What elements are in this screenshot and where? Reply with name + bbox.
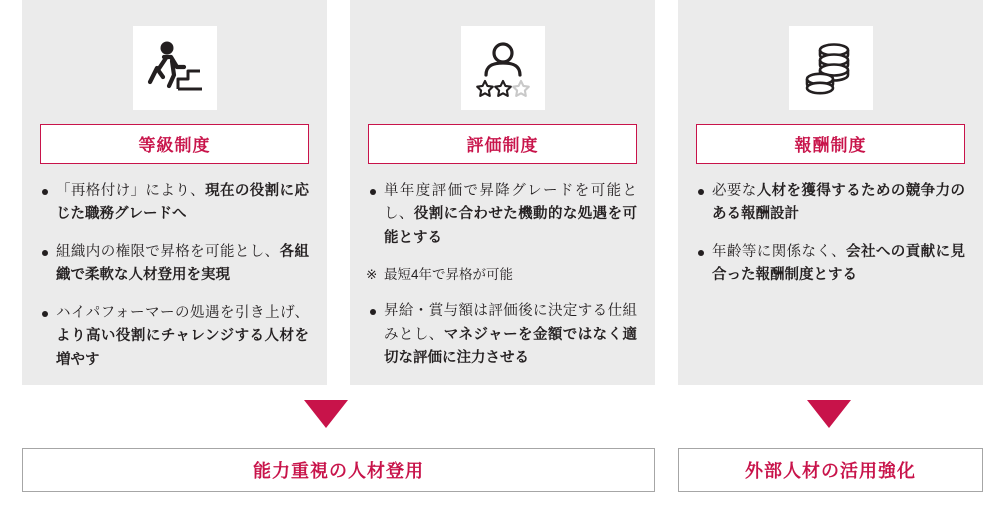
list-item: 「再格付け」により、現在の役割に応じた職務グレードへ: [40, 180, 309, 227]
card-grade-system: [22, 0, 327, 385]
card-title: 報酬制度: [696, 124, 965, 164]
list-item: 年齢等に関係なく、会社への貢献に見合った報酬制度とする: [696, 241, 965, 288]
footer-outcome-right: 外部人材の活用強化: [678, 448, 983, 492]
list-item: 単年度評価で昇降グレードを可能とし、役割に合わせた機動的な処遇を可能とする: [368, 180, 637, 250]
card-bullet-list: [368, 180, 637, 371]
card-bullet-list: [696, 180, 965, 288]
card-compensation-system: [678, 0, 983, 385]
list-item-note: ※ 最短4年で昇格が可能: [368, 264, 637, 286]
stacked-coins-icon: [789, 26, 873, 110]
card-bullet-list: [40, 180, 309, 372]
list-item: ハイパフォーマーの処遇を引き上げ、より高い役割にチャレンジする人材を増やす: [40, 302, 309, 372]
list-item: 必要な人材を獲得するための競争力のある報酬設計: [696, 180, 965, 227]
footer-outcome-left: 能力重視の人材登用: [22, 448, 655, 492]
person-star-rating-icon: [461, 26, 545, 110]
list-item: 昇給・賞与額は評価後に決定する仕組みとし、マネジャーを金額ではなく適切な評価に注力させる: [368, 300, 637, 370]
card-evaluation-system: [350, 0, 655, 385]
list-item: 組織内の権限で昇格を可能とし、各組織で柔軟な人材登用を実現: [40, 241, 309, 288]
arrow-down-icon-left: [304, 400, 348, 428]
card-title: 評価制度: [368, 124, 637, 164]
arrow-down-icon-right: [807, 400, 851, 428]
card-title: 等級制度: [40, 124, 309, 164]
person-climbing-stairs-icon: [133, 26, 217, 110]
